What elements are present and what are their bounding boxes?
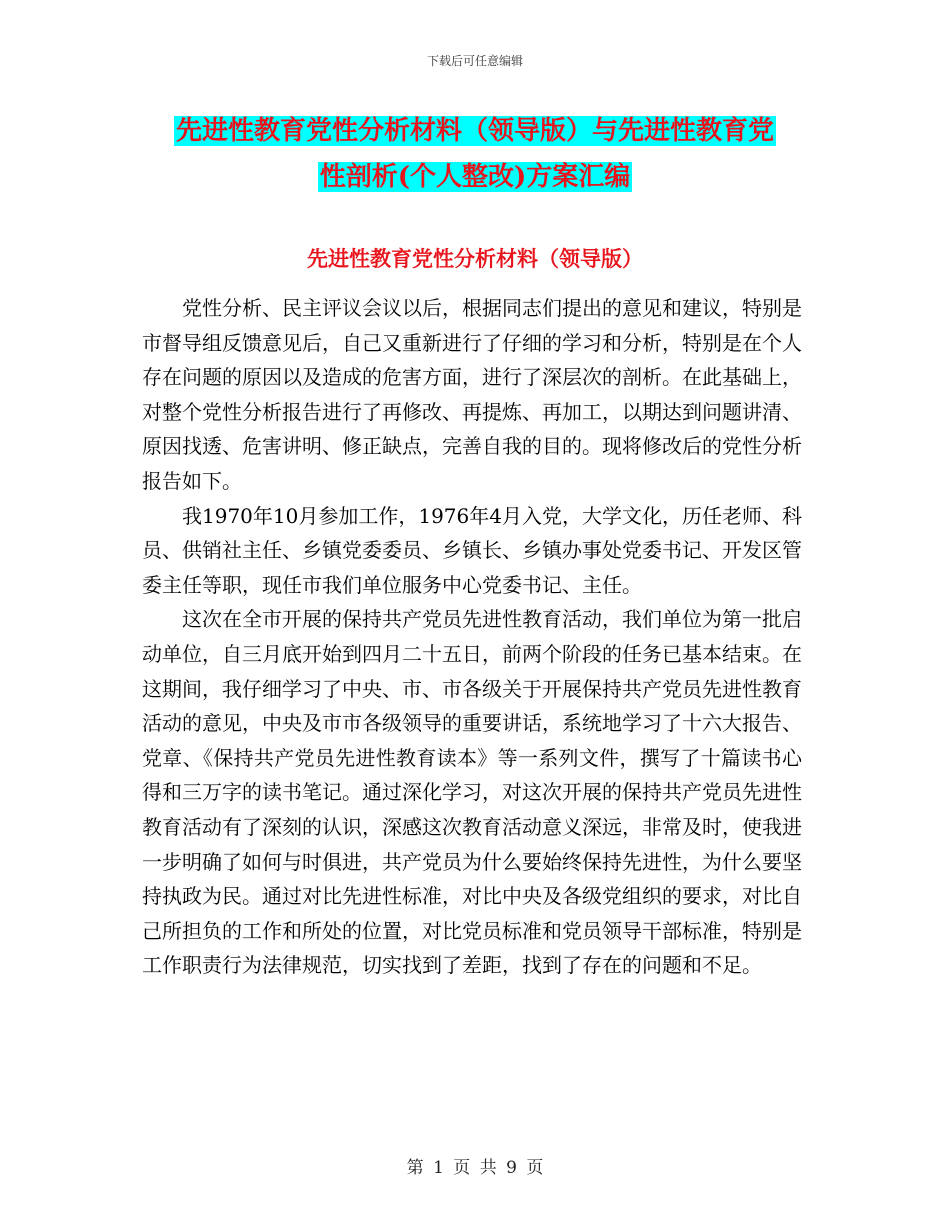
document-body <box>142 291 802 983</box>
document-title <box>0 108 950 200</box>
section-title: 先进性教育党性分析材料（领导版） <box>307 246 643 271</box>
body-paragraph: 党性分析、民主评议会议以后，根据同志们提出的意见和建议，特别是市督导组反馈意见后，自己又重新进行了仔细的学习和分析，特别是在个人存在问题的原因以及造成的危害方面，进行了深层次的剖析。在此基础上，对整个党性分析报告进行了再修改、再提炼、再加工，以期达到问题讲清、原因找透、危害讲明、修正缺点，完善自我的目的。现将修改后的党性分析报告如下。 <box>142 296 802 493</box>
body-paragraph: 我1970年10月参加工作，1976年4月入党，大学文化，历任老师、科员、供销社主任、乡镇党委委员、乡镇长、乡镇办事处党委书记、开发区管委主任等职，现任市我们单位服务中心党委书记、主任。 <box>142 503 802 597</box>
body-paragraph: 这次在全市开展的保持共产党员先进性教育活动，我们单位为第一批启动单位，自三月底开始到四月二十五日，前两个阶段的任务已基本结束。在这期间，我仔细学习了中央、市、市各级关于开展保持共产党员先进性教育活动的意见，中央及市市各级领导的重要讲话，系统地学习了十六大报告、党章、《保持共产党员先进性教育读本》等一系列文件，撰写了十篇读书心得和三万字的读书笔记。通过深化学习，对这次开展的保持共产党员先进性教育活动有了深刻的认识，深感这次教育活动意义深远，非常及时，使我进一步明确了如何与时俱进，共产党员为什么要始终保持先进性，为什么要坚持执政为民。通过对比先进性标准，对比中央及各级党组织的要求，对比自己所担负的工作和所处的位置，对比党员标准和党员领导干部标准，特别是工作职责行为法律规范，切实找到了差距，找到了存在的问题和不足。 <box>142 607 802 978</box>
page-header-note: 下载后可任意编辑 <box>426 54 523 68</box>
document-title-line-2: 性剖析(个人整改)方案汇编 <box>319 162 631 192</box>
page-number: 第 1 页 共 9 页 <box>406 1158 544 1178</box>
document-title-line-1: 先进性教育党性分析材料（领导版）与先进性教育党 <box>175 116 774 146</box>
